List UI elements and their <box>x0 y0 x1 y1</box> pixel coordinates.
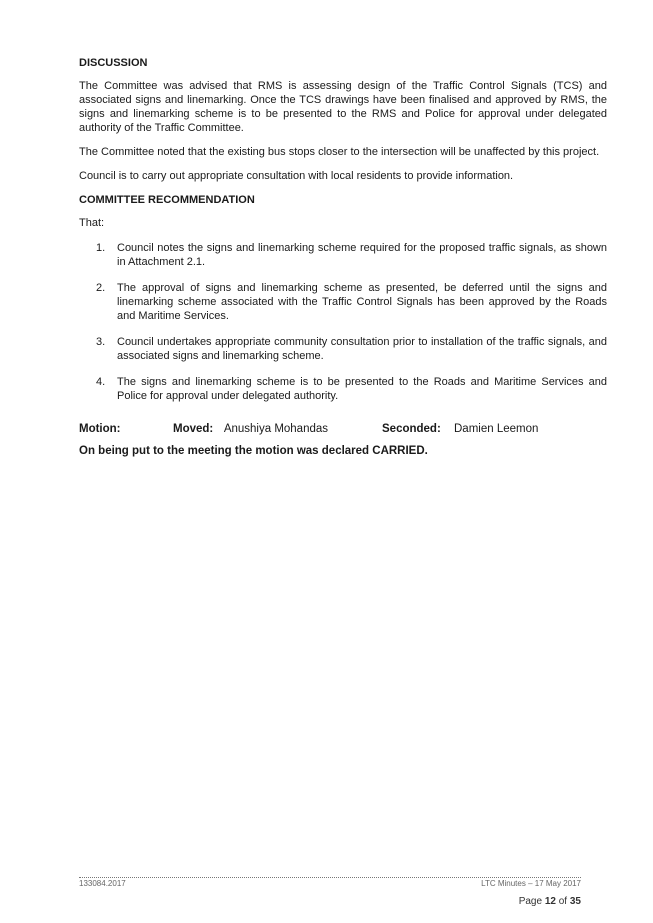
list-item-number: 2. <box>96 282 106 294</box>
list-item <box>79 375 607 403</box>
footer-doc-ref: 133084.2017 <box>79 879 126 888</box>
seconded-name: Damien Leemon <box>454 423 539 435</box>
recommendation-heading: COMMITTEE RECOMMENDATION <box>79 194 255 206</box>
list-item <box>79 241 607 269</box>
page-of: of <box>558 896 568 907</box>
page-number <box>480 896 581 907</box>
page-total: 35 <box>569 896 581 907</box>
motion-result: On being put to the meeting the motion was declared CARRIED. <box>79 445 428 457</box>
discussion-paragraph-1: The Committee was advised that RMS is assessing design of the Traffic Control Signals (TCS) and associated signs and linemarking. Once the TCS drawings have been finalised and approved by RMS, the signs and linemarking scheme is to be presented to the RMS and Police for approval under delegated authority of the Traffic Committee. <box>79 80 607 134</box>
recommendation-list <box>79 241 607 403</box>
motion-row <box>79 422 607 436</box>
page-prefix: Page <box>518 896 543 907</box>
list-item-text: Council undertakes appropriate community consultation prior to installation of the traffic signals, and associated signs and linemarking scheme. <box>117 336 607 362</box>
discussion-paragraph-2: The Committee noted that the existing bus stops closer to the intersection will be unaffected by this project. <box>79 146 600 158</box>
footer-divider <box>79 877 581 878</box>
footer-doc-title: LTC Minutes – 17 May 2017 <box>481 879 581 888</box>
page-content <box>79 56 607 458</box>
moved-label: Moved: <box>173 423 214 435</box>
recommendation-intro: That: <box>79 217 105 229</box>
list-item-text: The signs and linemarking scheme is to be presented to the Roads and Maritime Services and Police for approval under delegated authority. <box>117 376 607 402</box>
list-item-number: 3. <box>96 336 106 348</box>
discussion-heading: DISCUSSION <box>79 57 148 69</box>
motion-label: Motion: <box>79 423 121 435</box>
list-item-number: 4. <box>96 376 106 388</box>
page-current: 12 <box>544 896 556 907</box>
discussion-paragraph-3: Council is to carry out appropriate consultation with local residents to provide information. <box>79 170 514 182</box>
list-item <box>79 335 607 363</box>
list-item-text: Council notes the signs and linemarking scheme required for the proposed traffic signals, as shown in Attachment 2.1. <box>117 242 607 268</box>
seconded-label: Seconded: <box>382 423 441 435</box>
list-item-text: The approval of signs and linemarking scheme as presented, be deferred until the signs and linemarking scheme associated with the Traffic Control Signals has been approved by the Roads and Maritime Services. <box>117 282 607 322</box>
list-item-number: 1. <box>96 242 106 254</box>
list-item <box>79 281 607 323</box>
moved-name: Anushiya Mohandas <box>223 423 329 435</box>
